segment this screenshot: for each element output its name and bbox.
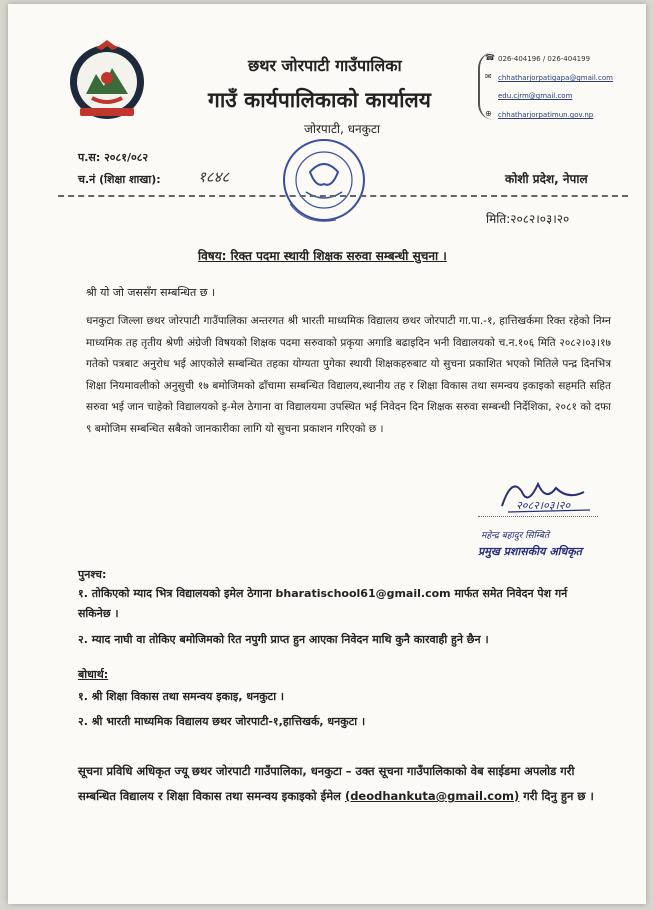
closing-tail: गरी दिनु हुन छ ।: [523, 789, 594, 803]
municipality-name: छथर जोरपाटी गाउँपालिका: [248, 56, 402, 75]
postscript-item-2: २. म्याद नाघी वा तोकिए बमोजिमको रित नपुगी प्राप्त हुन आएका निवेदन माथि कुनै कारवाही हुने छैन ।: [78, 633, 489, 646]
contact-website[interactable]: chhatharjorpatimun.gov.np: [498, 111, 594, 119]
closing-paragraph: [78, 759, 598, 809]
mail-icon: ✉: [485, 72, 492, 81]
postscript-title: पुनश्च:: [78, 568, 107, 581]
bodharth-title: बोधार्थ:: [78, 668, 109, 681]
office-name: गाउँ कार्यपालिकाको कार्यालय: [208, 88, 431, 112]
signatory-name: महेन्द्र बहादुर सिम्बिते: [481, 531, 550, 541]
postscript-item-1: १. तोकिएको म्याद भित्र विद्यालयको इमेल ठेगाना bharatischool61@gmail.com मार्फत समेत निवेदन पेश गर्न सकिनेछ ।: [78, 587, 568, 620]
signature-date: २०८२।०३।२०: [516, 499, 571, 512]
phone-icon: ☎: [485, 53, 495, 62]
contact-phone: 026-404196 / 026-404199: [498, 55, 591, 63]
closing-text: सूचना प्रविधि अधिकृत ज्यू छथर जोरपाटी गाउँपालिका, धनकुटा – उक्त सूचना गाउँपालिकाको वेब साईडमा अपलोड गरी सम्बन्धित विद्यालय र शिक्षा विकास तथा समन्वय इकाइको ईमेल: [78, 764, 575, 803]
office-address: जोरपाटी, धनकुटा: [304, 122, 381, 136]
contact-email-2[interactable]: edu.cjrm@gmail.com: [498, 92, 573, 100]
signatory-title: प्रमुख प्रशासकीय अधिकृत: [478, 545, 582, 558]
government-emblem-icon: [66, 38, 148, 124]
letter-body: धनकुटा जिल्ला छथर जोरपाटी गाउँपालिका अन्तरगत श्री भारती माध्यमिक विद्यालय छथर जोरपाटी गा.पा.-१, हात्तिखर्कमा रिक्त रहेको निम्न माध्यमिक तह तृतीय श्रेणी अंग्रेजी विषयको शिक्षक पदमा सरुवाको प्रकृया अगाडि बढाइदिन भनी विद्यालयको च.न.१०६ मिति २०८२।०३।१७ गतेको पत्रबाट अनुरोध भई आएकोले सम्बन्धित तहका योग्यता पुगेका स्थायी शिक्षकहरुबाट यो सुचना प्रकाशित भएको मितिले पन्द्र दिनभित्र शिक्षा नियमावलीको अनुसुची १७ बमोजिमको ढाँचामा सम्बन्धित विद्यालय,स्थानीय तह र शिक्षा विकास तथा समन्वय इकाइको सहमति सहित सरुवा भई जान चाहेको विद्यालयको इ-मेल ठेगाना वा विद्यालयमा उपस्थित भई निवेदन दिन शिक्षक सरुवा सम्बन्धी निर्देशिका, २०८१ को दफा ९ बमोजिम सम्बन्धित सबैको जानकारीका लागि यो सुचना प्रकाशन गरिएको छ ।: [86, 315, 611, 435]
salutation: श्री यो जो जससँग सम्बन्धित छ ।: [86, 286, 216, 299]
contact-email-1[interactable]: chhatharjorpatigapa@gmail.com: [498, 74, 613, 82]
header-divider: [58, 195, 628, 197]
letter-page: [8, 4, 646, 904]
bodharth-item-2: २. श्री भारती माध्यमिक विद्यालय छथर जोरपाटी-१,हात्तिखर्क, धनकुटा ।: [78, 715, 366, 728]
chalani-number: १८४८: [198, 168, 230, 186]
letter-date: मिति:२०८२।०३।२०: [486, 212, 570, 226]
office-stamp-icon: [276, 130, 372, 234]
bodharth-item-1: १. श्री शिक्षा विकास तथा समन्वय इकाइ, धनकुटा ।: [78, 690, 285, 703]
patra-sankhya: प.स: २०८१/०८२: [78, 151, 149, 164]
closing-email[interactable]: (deodhankuta@gmail.com): [344, 789, 520, 803]
globe-icon: ⊕: [485, 109, 492, 118]
letter-subject: विषय: रिक्त पदमा स्थायी शिक्षक सरुवा सम्बन्धी सुचना ।: [198, 249, 447, 263]
chalani-label: च.नं (शिक्षा शाखा):: [78, 173, 161, 186]
signature-line: [478, 516, 598, 517]
province-label: कोशी प्रदेश, नेपाल: [505, 172, 588, 186]
